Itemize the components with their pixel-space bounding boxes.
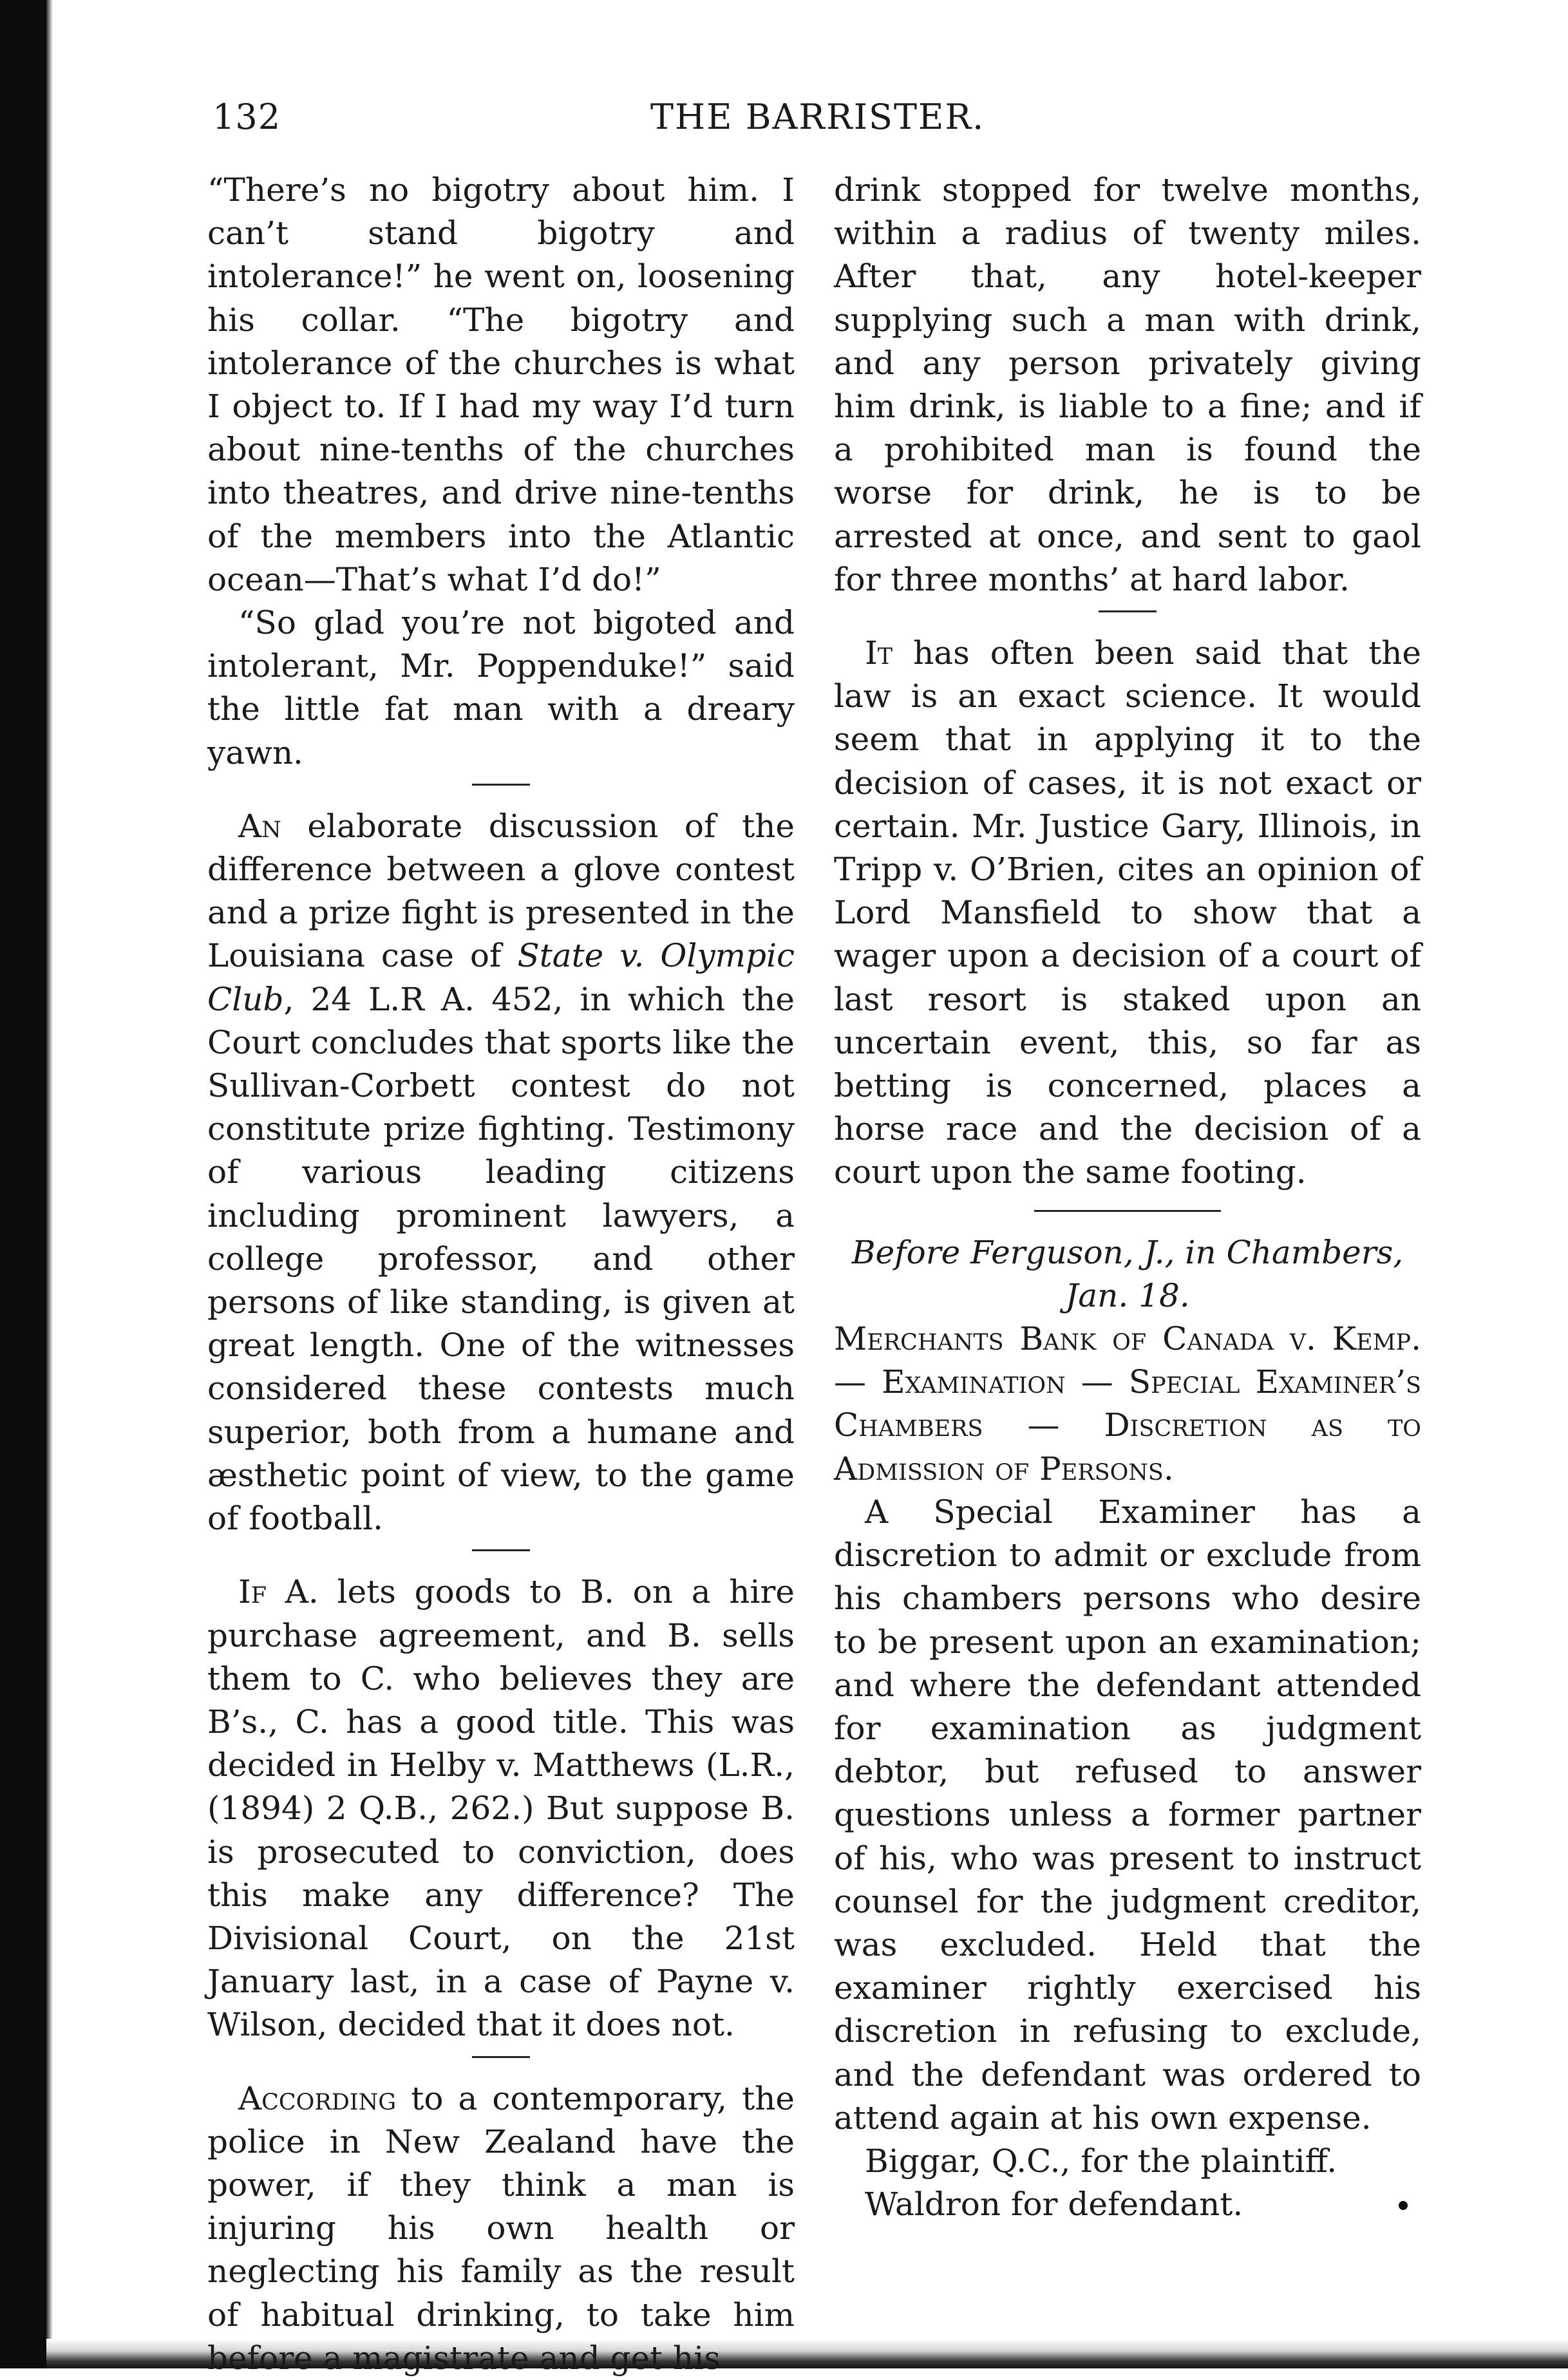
paragraph-text: to a contemporary, the police in New Zealand have the power, if they think a man is injuring his own health or neglecting his family as the result of habitual drinking, to take him before a magistrate and get his (207, 2079, 795, 2377)
paragraph-text: , 24 L.R A. 452, in which the Court concludes that sports like the Sullivan-Corbett contest do not constitute prize fighting. Testimony of various leading citizens including prominent lawyers, a college professor, and other persons of like standing, is given at great length. One of the witnesses considered these contests much superior, both from a humane and æsthetic point of view, to the game of football. (207, 980, 795, 1538)
lead-word: An (238, 807, 281, 845)
section-divider (472, 784, 530, 786)
paragraph-text: has often been said that the law is an exact science. It would seem that in applying it to the decision of cases, it is not exact or certain. Mr. Justice Gary, Illinois, in Tripp v. O’Brien, cites an opinion of Lord Mansfield to show that a wager upon a decision of a court of last resort is staked upon an uncertain event, this, so far as betting is concerned, places a horse race and the decision of a court upon the same footing. (834, 634, 1421, 1191)
headnote-paragraph: A Special Examiner has a discretion to admit or exclude from his chambers persons who desire to be present upon an examination; and where the defendant attended for examination as judgment debtor, but refused to answer questions unless a former partner of his, who was present to instruct counsel for the judgment creditor, was excluded. Held that the examiner rightly exercised his discretion in refusing to exclude, and the defendant was ordered to attend again at his own expense. (834, 1493, 1421, 2137)
ink-speck (1399, 2201, 1408, 2210)
new-zealand-paragraph (207, 2077, 795, 2380)
hire-purchase-paragraph (207, 1571, 795, 2046)
counsel-defendant: Waldron for defendant. (865, 2186, 1243, 2224)
new-zealand-continued-paragraph: drink stopped for twelve months, within a radius of twenty miles. After that, any hotel-keeper supplying such a man with drink, and any person privately giving him drink, is liable to a fine; and if a prohibited man is found the worse for drink, he is to be arrested at once, and sent to gaol for three months’ at hard labor. (834, 171, 1421, 598)
caption-date: Jan. 18. (1065, 1276, 1190, 1314)
glove-contest-paragraph (207, 805, 795, 1540)
book-spine-shadow (0, 0, 46, 2368)
section-divider-long (1034, 1210, 1221, 1212)
right-column (834, 169, 1421, 2226)
running-head: THE BARRISTER. (650, 97, 985, 137)
court-caption (834, 1231, 1421, 1318)
case-title: Merchants Bank of Canada v. Kemp. — Examination — Special Examiner’s Chambers — Discretion as to Admission of Persons. (834, 1320, 1421, 1488)
exact-science-paragraph (834, 632, 1421, 1195)
left-column (207, 169, 795, 2380)
dreary-yawn-paragraph: “So glad you’re not bigoted and intolerant, Mr. Poppenduke!” said the little fat man with a dreary yawn. (207, 604, 795, 771)
paragraph-text: elaborate discussion of the difference between a glove contest and a prize fight is presented in the Louisiana case of (207, 807, 795, 975)
paragraph-text: A. lets goods to B. on a hire purchase agreement, and B. sells them to C. who believes they are B’s., C. has a good title. This was decided in Helby v. Matthews (L.R., (1894) 2 Q.B., 262.) But suppose B. is prosecuted to conviction, does this make any difference? The Divisional Court, on the 21st January last, in a case of Payne v. Wilson, decided that it does not. (207, 1573, 795, 2044)
counsel-plaintiff: Biggar, Q.C., for the plaintiff. (865, 2142, 1337, 2180)
lead-word: It (865, 634, 893, 672)
lead-word: According (238, 2079, 397, 2117)
section-divider (472, 1549, 530, 1551)
case-citation: State v. Olympic Club (207, 937, 795, 1018)
section-divider (472, 2056, 530, 2058)
section-divider (1099, 610, 1157, 612)
spine-edge-gradient (46, 0, 53, 2368)
caption-line: Before Ferguson, J., in Chambers, (851, 1233, 1404, 1271)
lead-word: If (238, 1573, 267, 1611)
page-number: 132 (213, 97, 281, 137)
poppenduke-quote-paragraph: “There’s no bigotry about him. I can’t stand bigotry and intolerance!” he went on, loosening his collar. “The bigotry and intolerance of the churches is what I object to. If I had my way I’d turn about nine-tenths of the churches into theatres, and drive nine-tenths of the members into the Atlantic ocean—That’s what I’d do!” (207, 171, 795, 598)
